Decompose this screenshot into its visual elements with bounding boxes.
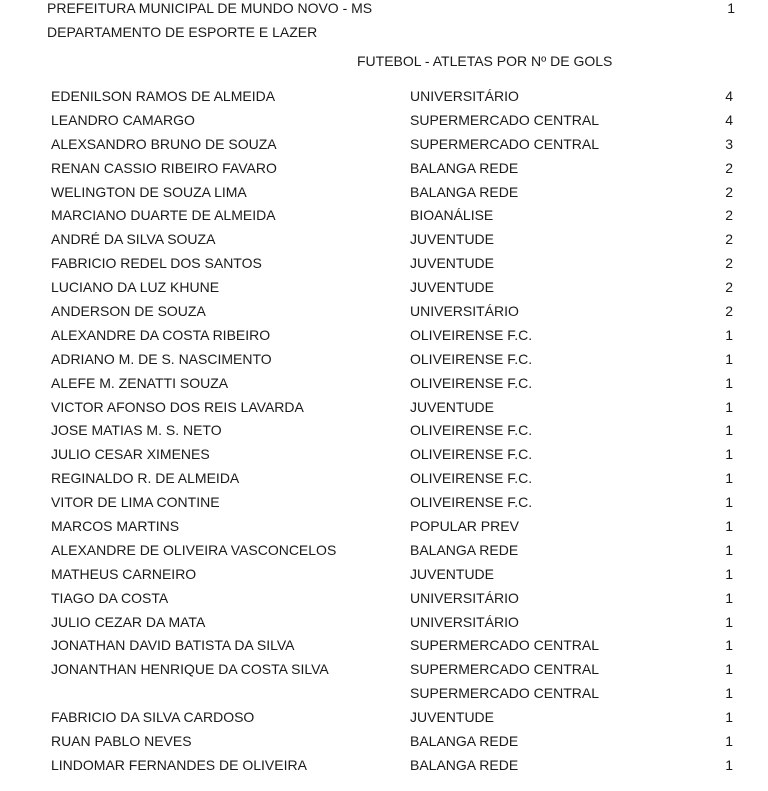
table-row — [0, 303, 768, 327]
athlete-name: JONATHAN DAVID BATISTA DA SILVA — [51, 637, 295, 654]
goal-count: 1 — [725, 565, 733, 582]
team-name: SUPERMERCADO CENTRAL — [410, 111, 600, 128]
table-row — [0, 757, 768, 781]
team-name: POPULAR PREV — [410, 518, 519, 535]
table-row — [0, 399, 768, 423]
goal-count: 1 — [725, 541, 733, 558]
table-row — [0, 231, 768, 255]
goal-count: 1 — [725, 350, 733, 367]
team-name: JUVENTUDE — [410, 565, 495, 582]
team-name: BALANGA REDE — [410, 733, 519, 750]
athlete-name: RUAN PABLO NEVES — [51, 733, 192, 750]
goal-count: 1 — [725, 446, 733, 463]
table-row — [0, 733, 768, 757]
goal-count: 2 — [725, 231, 733, 248]
athlete-name: JOSE MATIAS M. S. NETO — [51, 422, 222, 439]
goal-count: 2 — [725, 279, 733, 296]
table-row — [0, 375, 768, 399]
goal-count: 1 — [725, 326, 733, 343]
goal-count: 3 — [725, 135, 733, 152]
team-name: JUVENTUDE — [410, 709, 495, 726]
table-row — [0, 470, 768, 494]
team-name: BALANGA REDE — [410, 756, 519, 773]
table-row — [0, 446, 768, 470]
table-row — [0, 637, 768, 661]
goal-count: 2 — [725, 255, 733, 272]
goal-count: 1 — [725, 422, 733, 439]
athlete-name: LEANDRO CAMARGO — [51, 111, 195, 128]
table-row — [0, 207, 768, 231]
goal-count: 1 — [725, 494, 733, 511]
table-row — [0, 614, 768, 638]
goal-count: 4 — [725, 111, 733, 128]
team-name: BALANGA REDE — [410, 183, 519, 200]
table-row — [0, 542, 768, 566]
goal-count: 2 — [725, 207, 733, 224]
goal-count: 1 — [725, 661, 733, 678]
athlete-name: FABRICIO REDEL DOS SANTOS — [51, 255, 262, 272]
athlete-name: VITOR DE LIMA CONTINE — [51, 494, 220, 511]
athlete-name: WELINGTON DE SOUZA LIMA — [51, 183, 247, 200]
team-name: UNIVERSITÁRIO — [410, 589, 519, 606]
table-row — [0, 351, 768, 375]
athlete-name: MATHEUS CARNEIRO — [51, 565, 197, 582]
table-row — [0, 160, 768, 184]
athlete-name: ALEXSANDRO BRUNO DE SOUZA — [51, 135, 277, 152]
goal-count: 2 — [725, 303, 733, 320]
table-row — [0, 422, 768, 446]
table-row — [0, 255, 768, 279]
athlete-name: LUCIANO DA LUZ KHUNE — [51, 279, 220, 296]
report-title: FUTEBOL - ATLETAS POR Nº DE GOLS — [357, 53, 613, 69]
table-row — [0, 327, 768, 351]
athlete-name: ANDERSON DE SOUZA — [51, 303, 206, 320]
goal-count: 1 — [725, 398, 733, 415]
team-name: OLIVEIRENSE F.C. — [410, 422, 533, 439]
team-name: JUVENTUDE — [410, 231, 495, 248]
goal-count: 1 — [725, 637, 733, 654]
athlete-name: TIAGO DA COSTA — [51, 589, 169, 606]
scorers-table — [0, 88, 768, 781]
table-row — [0, 184, 768, 208]
athlete-name: LINDOMAR FERNANDES DE OLIVEIRA — [51, 756, 307, 773]
team-name: BALANGA REDE — [410, 541, 519, 558]
athlete-name: ALEXANDRE DA COSTA RIBEIRO — [51, 326, 271, 343]
page-number: 1 — [727, 0, 735, 16]
team-name: UNIVERSITÁRIO — [410, 613, 519, 630]
team-name: JUVENTUDE — [410, 279, 495, 296]
goal-count: 1 — [725, 709, 733, 726]
team-name: OLIVEIRENSE F.C. — [410, 446, 533, 463]
team-name: UNIVERSITÁRIO — [410, 303, 519, 320]
table-row — [0, 88, 768, 112]
team-name: SUPERMERCADO CENTRAL — [410, 661, 600, 678]
goal-count: 2 — [725, 159, 733, 176]
athlete-name: MARCOS MARTINS — [51, 518, 180, 535]
table-row — [0, 566, 768, 590]
athlete-name: JULIO CEZAR DA MATA — [51, 613, 206, 630]
team-name: JUVENTUDE — [410, 255, 495, 272]
team-name: OLIVEIRENSE F.C. — [410, 350, 533, 367]
goal-count: 1 — [725, 733, 733, 750]
table-row — [0, 709, 768, 733]
department-name: DEPARTAMENTO DE ESPORTE E LAZER — [47, 24, 318, 40]
athlete-name: ADRIANO M. DE S. NASCIMENTO — [51, 350, 272, 367]
goal-count: 2 — [725, 183, 733, 200]
team-name: OLIVEIRENSE F.C. — [410, 470, 533, 487]
athlete-name: RENAN CASSIO RIBEIRO FAVARO — [51, 159, 277, 176]
team-name: BALANGA REDE — [410, 159, 519, 176]
goal-count: 1 — [725, 374, 733, 391]
team-name: UNIVERSITÁRIO — [410, 88, 519, 104]
table-row — [0, 494, 768, 518]
athlete-name: ALEFE M. ZENATTI SOUZA — [51, 374, 229, 391]
athlete-name: ALEXANDRE DE OLIVEIRA VASCONCELOS — [51, 541, 337, 558]
goal-count: 1 — [725, 756, 733, 773]
table-row — [0, 136, 768, 160]
table-row — [0, 518, 768, 542]
table-row — [0, 685, 768, 709]
team-name: SUPERMERCADO CENTRAL — [410, 637, 600, 654]
table-row — [0, 590, 768, 614]
team-name: BIOANÁLISE — [410, 207, 494, 224]
athlete-name: FABRICIO DA SILVA CARDOSO — [51, 709, 255, 726]
athlete-name: EDENILSON RAMOS DE ALMEIDA — [51, 88, 276, 104]
athlete-name: ANDRÉ DA SILVA SOUZA — [51, 231, 216, 248]
team-name: OLIVEIRENSE F.C. — [410, 374, 533, 391]
athlete-name: VICTOR AFONSO DOS REIS LAVARDA — [51, 398, 304, 415]
athlete-name: JONANTHAN HENRIQUE DA COSTA SILVA — [51, 661, 329, 678]
goal-count: 1 — [725, 518, 733, 535]
table-row — [0, 279, 768, 303]
goal-count: 1 — [725, 685, 733, 702]
table-row — [0, 661, 768, 685]
team-name: SUPERMERCADO CENTRAL — [410, 685, 600, 702]
athlete-name: JULIO CESAR XIMENES — [51, 446, 210, 463]
table-row — [0, 112, 768, 136]
goal-count: 1 — [725, 470, 733, 487]
goal-count: 4 — [725, 88, 733, 104]
team-name: SUPERMERCADO CENTRAL — [410, 135, 600, 152]
goal-count: 1 — [725, 589, 733, 606]
athlete-name: REGINALDO R. DE ALMEIDA — [51, 470, 240, 487]
team-name: OLIVEIRENSE F.C. — [410, 326, 533, 343]
team-name: JUVENTUDE — [410, 398, 495, 415]
goal-count: 1 — [725, 613, 733, 630]
athlete-name: MARCIANO DUARTE DE ALMEIDA — [51, 207, 276, 224]
organization-name: PREFEITURA MUNICIPAL DE MUNDO NOVO - MS — [47, 0, 373, 16]
team-name: OLIVEIRENSE F.C. — [410, 494, 533, 511]
